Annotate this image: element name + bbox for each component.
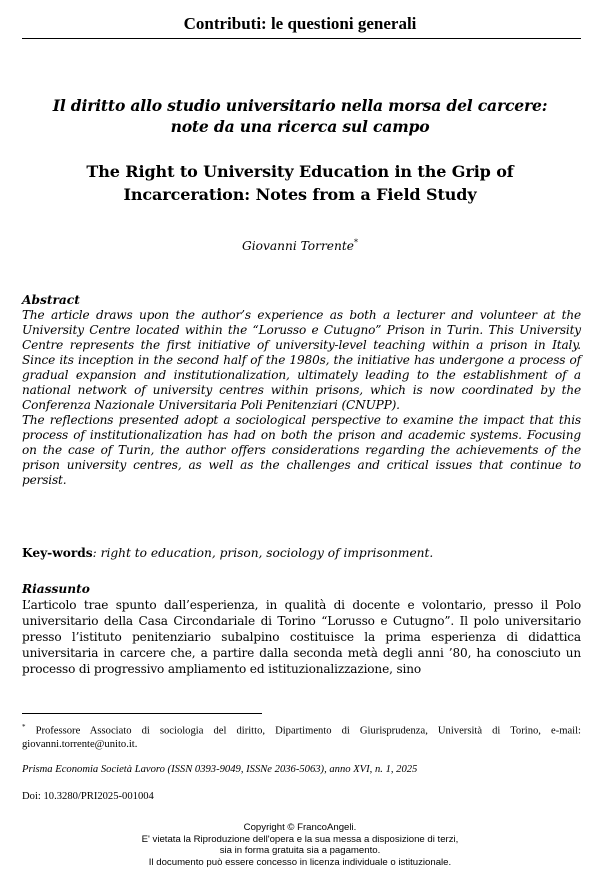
article-title-italian	[30, 95, 570, 137]
title-en-line: Incarceration: Notes from a Field Study	[123, 185, 477, 204]
copyright-line: sia in forma gratuita sia a pagamento.	[219, 845, 381, 857]
title-it-line: Il diritto allo studio universitario nella morsa del carcere:	[52, 96, 548, 115]
keywords-text: : right to education, prison, sociology of imprisonment.	[92, 546, 434, 560]
abstract-paragraph: The reflections presented adopt a sociological perspective to examine the impact that this process of institutionalization has had on both the prison and academic systems. Focusing on the case of Turin, the author offers considerations regarding the achievements of the prison university centres, as well as the challenges and critical issues that continue to persist.	[22, 413, 581, 487]
article-title-english	[30, 160, 570, 206]
title-it-line: note da una ricerca sul campo	[170, 117, 430, 136]
keywords-label: Key-words	[22, 546, 93, 560]
copyright-line: E' vietata la Riproduzione dell'opera e la sua messa a disposizione di terzi,	[141, 833, 459, 845]
author-footnote	[22, 721, 581, 751]
doi-line: Doi: 10.3280/PRI2025-001004	[22, 791, 154, 802]
author-footnote-mark[interactable]: *	[353, 238, 358, 247]
copyright-line: Il documento può essere concesso in licenza individuale o istituzionale.	[148, 856, 452, 868]
copyright-notice	[0, 822, 600, 868]
section-header: Contributi: le questioni generali	[183, 14, 417, 33]
abstract-heading: Abstract	[22, 293, 80, 307]
abstract-body	[22, 308, 581, 488]
riassunto-heading: Riassunto	[22, 582, 90, 596]
abstract-paragraph: The article draws upon the author’s experience as both a lecturer and volunteer at the University Centre located within the “Lorusso e Cutugno” Prison in Turin. This University Centre represents the first initiative of university-level teaching within a prison in Italy. Since its inception in the second half of the 1980s, the initiative has undergone a process of gradual expansion and institutionalization, ultimately leading to the establishment of a national network of university centres within prisons, which is now coordinated by the Conferenza Nazionale Universitaria Poli Penitenziari (CNUPP).	[22, 308, 581, 412]
journal-citation: Prisma Economia Società Lavoro (ISSN 0393-9049, ISSNe 2036-5063), anno XVI, n. 1, 2025	[22, 764, 418, 775]
keywords	[22, 546, 581, 560]
header-rule	[22, 38, 581, 39]
author-line	[0, 238, 600, 253]
riassunto-body: L’articolo trae spunto dall’esperienza, in qualità di docente e volontario, presso il Polo universitario della Casa Circondariale di Torino “Lorusso e Cutugno”. Il polo universitario presso l’istituto penitenziario subalpino costituisce la prima esperienza di didattica universitaria in carcere che, a partire dalla seconda metà degli anni ’80, ha conosciuto un processo di progressivo ampliamento ed istituzionalizzazione, sino	[22, 598, 581, 676]
title-en-line: The Right to University Education in the Grip of	[86, 162, 514, 181]
footnote-mark: *	[22, 723, 26, 731]
footnote-text: Professore Associato di sociologia del diritto, Dipartimento di Giurisprudenza, Università di Torino, e-mail: giovanni.torrente@unito.it.	[22, 725, 581, 750]
copyright-line: Copyright © FrancoAngeli.	[243, 822, 357, 833]
footnote-rule	[22, 713, 262, 714]
author-name: Giovanni Torrente	[242, 239, 354, 254]
